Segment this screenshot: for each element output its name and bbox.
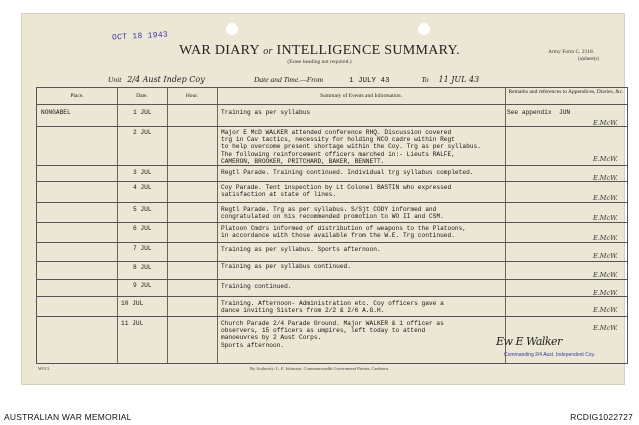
summary-cell: Regtl Parade. Trg as per syllabus. S/Sjt CODY informed and congratulated on his recommended promotion to WO II and CSM. <box>221 206 444 221</box>
date-cell: 7 JUL <box>133 245 152 252</box>
diary-table <box>36 87 628 364</box>
row-divider <box>37 242 627 243</box>
title-intelligence-summary: INTELLIGENCE SUMMARY. <box>276 43 460 58</box>
header-divider <box>37 104 627 105</box>
archive-caption: AUSTRALIAN WAR MEMORIAL <box>4 412 132 422</box>
date-cell: 8 JUL <box>133 264 152 271</box>
army-form-note: (a)sheet(s) <box>578 57 600 62</box>
row-initials: E.McW. <box>593 174 618 182</box>
unit-label: Unit <box>108 75 122 84</box>
date-cell: 5 JUL <box>133 206 152 213</box>
row-initials: E.McW. <box>593 234 618 242</box>
summary-cell: Training as per syllabus <box>221 109 311 116</box>
summary-cell: Training. Afternoon- Administration etc. Coy officers gave a dance inviting Sisters from 2/2 & 2/6 A.G.H. <box>221 300 444 315</box>
summary-cell: Church Parade 2/4 Parade Ground. Major WALKER & 1 officer as observers, 15 officers as umpires, left today to attend manoeuvres by 2 Aust Corps. Sports afternoon. <box>221 320 444 349</box>
header-remarks: Remarks and references to Appendices, Diaries, &c. <box>508 89 624 95</box>
row-initials: E.McW. <box>593 214 618 222</box>
punch-hole-left <box>226 23 238 35</box>
date-cell: 10 JUL <box>121 300 144 307</box>
unit-field <box>108 75 205 84</box>
summary-cell: Major E McD WALKER attended conference RHQ. Discussion covered trg in Cav tactics, necessity for holding NCO cadre within Regt to help overcome present shortage within the Coy. Trg as per syllabus. The following reinforcement officers marched in:- Lieuts RALFE, CAMERON, BROOKER, PRITCHARD, BAKER, BENNETT. <box>221 129 481 165</box>
column-divider <box>505 88 506 363</box>
form-subtitle: (Erase heading not required.) <box>287 59 352 65</box>
column-divider <box>117 88 118 363</box>
row-divider <box>37 202 627 203</box>
summary-cell: Platoon Cmdrs informed of distribution of weapons to the Platoons, in accordance with those available from the W.E. Trg continued. <box>221 225 467 240</box>
archive-id: RCDIG1022727 <box>570 412 633 422</box>
row-divider <box>37 261 627 262</box>
header-hour: Hour. <box>185 93 199 99</box>
summary-cell: Training as per syllabus. Sports afternoon. <box>221 246 381 253</box>
date-to-value: 11 JUL 43 <box>438 75 480 84</box>
commanding-officer-signature: Ew E Walker <box>496 335 562 348</box>
row-divider <box>37 222 627 223</box>
row-initials: E.McW. <box>593 306 618 314</box>
summary-cell: Training continued. <box>221 283 292 290</box>
summary-cell: Training as per syllabus continued. <box>221 263 351 270</box>
date-cell: 1 JUL <box>133 109 152 116</box>
row-divider <box>37 165 627 166</box>
to-label: To <box>421 75 429 84</box>
column-divider <box>167 88 168 363</box>
date-cell: 2 JUL <box>133 129 152 136</box>
unit-value: 2/4 Aust Indep Coy <box>127 75 205 84</box>
summary-cell: Coy Parade. Tent inspection by Lt Colonel BASTIN who expressed satisfaction at state of lines. <box>221 184 452 199</box>
title-or: or <box>263 46 273 57</box>
punch-hole-right <box>418 23 430 35</box>
row-divider <box>37 126 627 127</box>
row-divider <box>37 181 627 182</box>
footer-printer-note: By Authority: L. F. Johnston, Commonwealth Government Printer, Canberra. <box>249 366 390 371</box>
row-initials: E.McW. <box>593 252 618 260</box>
date-label: Date and Time.—From <box>254 75 324 84</box>
header-date: Date. <box>136 93 148 99</box>
date-cell: 3 JUL <box>133 169 152 176</box>
row-initials: E.McW. <box>593 194 618 202</box>
footer-form-code: W013. <box>38 366 51 371</box>
header-summary: Summary of Events and Information. <box>319 93 403 99</box>
summary-cell: Regtl Parade. Training continued. Individual trg syllabus completed. <box>221 169 474 176</box>
place-cell: NONGABEL <box>41 109 71 116</box>
row-initials: E.McW. <box>593 155 618 163</box>
row-initials: E.McW. <box>593 271 618 279</box>
received-date-stamp: OCT 18 1943 <box>111 30 169 43</box>
form-title <box>0 43 639 59</box>
date-from-value: 1 JULY 43 <box>348 77 390 85</box>
date-cell: 4 JUL <box>133 184 152 191</box>
row-divider <box>37 296 627 297</box>
column-divider <box>217 88 218 363</box>
row-initials: E.McW. <box>593 119 618 127</box>
row-divider <box>37 316 627 317</box>
remark-cell: See appendix JUN <box>507 109 571 116</box>
date-field <box>254 75 479 85</box>
commanding-officer-stamp: Commanding 2/4 Aust. Independent Coy. <box>504 352 596 358</box>
date-cell: 9 JUL <box>133 282 152 289</box>
row-divider <box>37 279 627 280</box>
header-place: Place. <box>70 93 84 99</box>
date-cell: 11 JUL <box>121 320 144 327</box>
army-form-number: Army Form C. 2118. <box>548 49 595 55</box>
row-initials: E.McW. <box>593 289 618 297</box>
row-initials: E.McW. <box>593 324 618 332</box>
date-cell: 6 JUL <box>133 225 152 232</box>
title-war-diary: WAR DIARY <box>179 43 260 58</box>
